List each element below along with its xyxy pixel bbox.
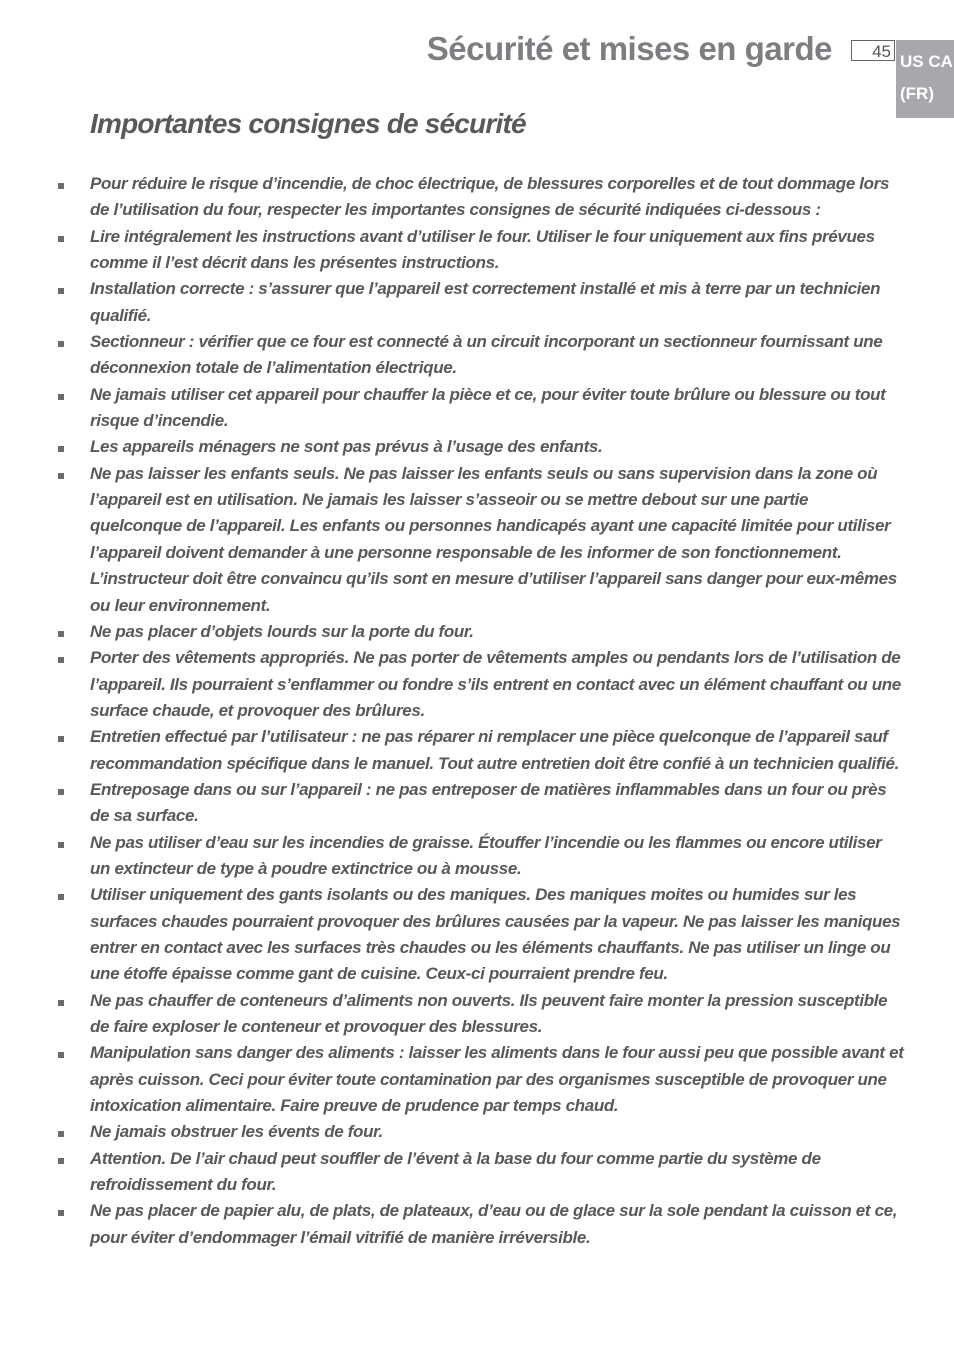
page-header <box>0 0 954 120</box>
list-item-text: Installation correcte : s’assurer que l’appareil est correctement installé et mis à terre par un technicien qualifié. <box>90 279 881 325</box>
page-title: Sécurité et mises en garde <box>426 30 832 67</box>
bullet-icon <box>58 1052 64 1058</box>
region-label-language: (FR) <box>900 84 934 103</box>
list-item-text: Ne jamais utiliser cet appareil pour chauffer la pièce et ce, pour éviter toute brûlure ou blessure ou tout risque d’incendie. <box>90 384 886 431</box>
bullet-icon <box>58 631 64 637</box>
bullet-icon <box>58 1000 64 1006</box>
bullet-icon <box>58 736 64 742</box>
list-item <box>0 461 954 619</box>
bullet-icon <box>58 1158 64 1164</box>
list-item <box>0 276 954 329</box>
bullet-icon <box>58 894 64 900</box>
bullet-icon <box>58 446 64 452</box>
list-item-text: Ne pas placer de papier alu, de plats, de plateaux, d’eau ou de glace sur la sole pendant la cuisson et ce, pour éviter d’endommager l’émail vitrifié de manière irréversible. <box>90 1201 898 1247</box>
list-item <box>0 224 954 277</box>
list-item-text: Sectionneur : vérifier que ce four est connecté à un circuit incorporant un sectionneur fournissant une déconnexion totale de l’alimentation électrique. <box>90 332 883 378</box>
bullet-icon <box>58 789 64 795</box>
list-item <box>0 434 954 460</box>
list-item <box>0 882 954 987</box>
list-item <box>0 329 954 382</box>
list-item <box>0 1119 954 1145</box>
list-item-text: Utiliser uniquement des gants isolants ou des maniques. Des maniques moites ou humides sur les surfaces chaudes pourraient provoquer des brûlures causées par la vapeur. Ne pas laisser les maniques entrer en contact avec les surfaces très chaudes ou les éléments chauffants. Ne pas utiliser un linge ou une étoffe épaisse comme gant de cuisine. Ceux-ci pourraient prendre feu. <box>90 885 901 984</box>
list-item-text: Ne pas laisser les enfants seuls. Ne pas laisser les enfants seuls ou sans supervision dans la zone où l’appareil est en utilisation. Ne jamais les laisser s’asseoir ou se mettre debout sur une partie quelconque de l’appareil. Les enfants ou personnes handicapés ayant une capacité limitée pour utiliser l’appareil doivent demander à une personne responsable de les informer de son fonctionnement. L’instructeur doit être convaincu qu’ils sont en mesure d’utiliser l’appareil sans danger pour eux-mêmes ou leur environnement. <box>90 463 897 615</box>
list-item-text: Ne pas utiliser d’eau sur les incendies de graisse. Étouffer l’incendie ou les flammes ou encore utiliser un extincteur de type à poudre extinctrice ou à mousse. <box>90 832 882 878</box>
bullet-icon <box>58 183 64 189</box>
bullet-icon <box>58 288 64 294</box>
list-item <box>0 619 954 645</box>
list-item-text: Ne pas placer d’objets lourds sur la porte du four. <box>90 621 474 641</box>
bullet-icon <box>58 657 64 663</box>
list-item-text: Lire intégralement les instructions avant d’utiliser le four. Utiliser le four uniquement aux fins prévues comme il l’est décrit dans les présentes instructions. <box>90 226 875 273</box>
list-item-text: Manipulation sans danger des aliments : laisser les aliments dans le four aussi peu que possible avant et après cuisson. Ceci pour éviter toute contamination par des organismes susceptible de provoquer une intoxication alimentaire. Faire preuve de prudence par temps chaud. <box>90 1043 904 1116</box>
bullet-icon <box>58 341 64 347</box>
list-item <box>0 171 954 224</box>
list-item-text: Attention. De l’air chaud peut souffler de l’évent à la base du four comme partie du système de refroidissement du four. <box>90 1148 821 1195</box>
list-item-text: Entreposage dans ou sur l’appareil : ne pas entreposer de matières inflammables dans un four ou près de sa surface. <box>90 779 887 826</box>
list-item <box>0 777 954 830</box>
section-title: Importantes consignes de sécurité <box>90 108 526 139</box>
list-item <box>0 1146 954 1199</box>
list-item <box>0 1040 954 1119</box>
region-tab <box>896 40 954 118</box>
list-item-text: Ne pas chauffer de conteneurs d’aliments non ouverts. Ils peuvent faire monter la pression susceptible de faire exploser le conteneur et provoquer des blessures. <box>90 990 888 1036</box>
list-item-text: Entretien effectué par l’utilisateur : ne pas réparer ni remplacer une pièce quelconque de l’appareil sauf recommandation spécifique dans le manuel. Tout autre entretien doit être confié à un technicien qualifié. <box>90 727 900 773</box>
list-item <box>0 988 954 1041</box>
bullet-icon <box>58 236 64 242</box>
list-item-text: Ne jamais obstruer les évents de four. <box>90 1122 383 1142</box>
list-item <box>0 830 954 883</box>
list-item <box>0 382 954 435</box>
list-item-text: Les appareils ménagers ne sont pas prévus à l’usage des enfants. <box>90 437 603 457</box>
region-label-country: US CA <box>900 52 953 71</box>
list-item <box>0 645 954 724</box>
list-item-text: Pour réduire le risque d’incendie, de choc électrique, de blessures corporelles et de tout dommage lors de l’utilisation du four, respecter les importantes consignes de sécurité indiquées ci-dessous : <box>90 174 890 220</box>
page-number: 45 <box>851 40 895 61</box>
bullet-icon <box>58 473 64 479</box>
list-item-text: Porter des vêtements appropriés. Ne pas porter de vêtements amples ou pendants lors de l’utilisation de l’appareil. Ils pourraient s’enflammer ou fondre s’ils entrent en contact avec un élément chauffant ou une surface chaude, et provoquer des brûlures. <box>90 648 901 720</box>
list-item <box>0 724 954 777</box>
safety-instructions-list <box>0 171 954 1251</box>
bullet-icon <box>58 842 64 848</box>
bullet-icon <box>58 394 64 400</box>
list-item <box>0 1198 954 1251</box>
bullet-icon <box>58 1131 64 1137</box>
bullet-icon <box>58 1210 64 1216</box>
